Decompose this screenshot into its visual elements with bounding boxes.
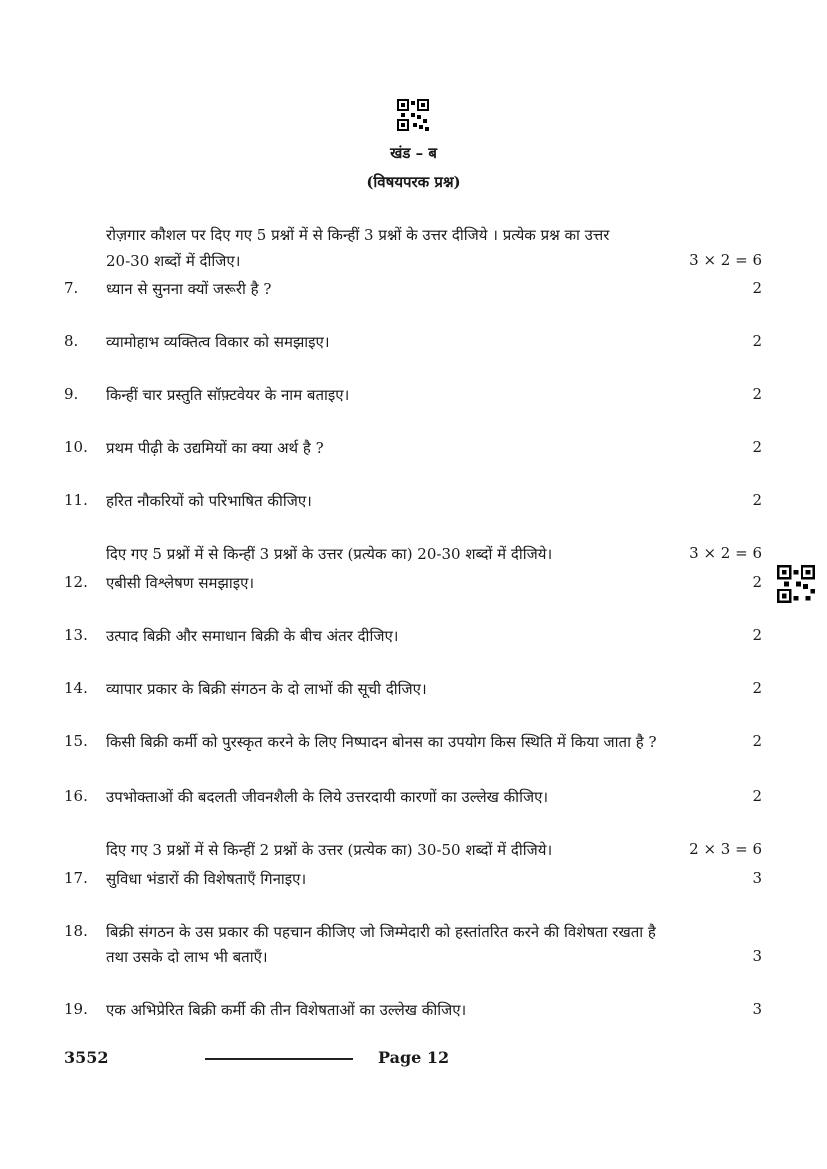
question-number: 7. [64, 279, 79, 297]
question-marks: 2 [752, 279, 762, 297]
question-text: एक अभिप्रेरित बिक्री कर्मी की तीन विशेषताओं का उल्लेख कीजिए। [106, 1001, 467, 1019]
question-marks: 3 [752, 1000, 762, 1018]
question-marks: 2 [752, 679, 762, 697]
question-number: 15. [64, 732, 88, 750]
question-row [0, 626, 827, 648]
question-marks: 3 [752, 947, 762, 965]
question-marks: 2 [752, 787, 762, 805]
question-text: सुविधा भंडारों की विशेषताएँ गिनाइए। [106, 870, 307, 888]
question-row [0, 385, 827, 407]
paper-code: 3552 [64, 1048, 109, 1067]
group-marks: 2 × 3 = 6 [689, 840, 762, 858]
question-row [0, 491, 827, 513]
question-row [0, 732, 827, 754]
section-subtitle: (विषयपरक प्रश्न) [366, 173, 461, 191]
question-marks: 2 [752, 385, 762, 403]
question-text: ध्यान से सुनना क्यों जरूरी है ? [106, 280, 272, 298]
group-marks: 3 × 2 = 6 [689, 251, 762, 269]
question-number: 19. [64, 1000, 88, 1018]
question-number: 14. [64, 679, 88, 697]
question-number: 10. [64, 438, 88, 456]
question-row [0, 438, 827, 460]
footer-rule [205, 1058, 353, 1060]
question-text: प्रथम पीढ़ी के उद्यमियों का क्या अर्थ है ? [106, 439, 324, 457]
question-number: 18. [64, 922, 88, 940]
question-number: 16. [64, 787, 88, 805]
question-marks: 2 [752, 332, 762, 350]
question-marks: 2 [752, 438, 762, 456]
question-text: किसी बिक्री कर्मी को पुरस्कृत करने के लिए निष्पादन बोनस का उपयोग किस स्थिति में किया जाता है ? [106, 733, 657, 751]
question-number: 13. [64, 626, 88, 644]
question-text: व्यामोहाभ व्यक्तित्व विकार को समझाइए। [106, 333, 330, 351]
question-text: किन्हीं चार प्रस्तुति सॉफ़्टवेयर के नाम बताइए। [106, 386, 350, 404]
page-number: Page 12 [378, 1048, 450, 1067]
question-row [0, 787, 827, 809]
question-marks: 2 [752, 573, 762, 591]
question-text: हरित नौकरियों को परिभाषित कीजिए। [106, 492, 312, 510]
question-number: 8. [64, 332, 79, 350]
question-row [0, 869, 827, 891]
question-number: 17. [64, 869, 88, 887]
question-row [0, 332, 827, 354]
question-row [0, 922, 827, 972]
question-marks: 2 [752, 732, 762, 750]
instruction-line: 20-30 शब्दों में दीजिए। [106, 252, 241, 270]
question-marks: 3 [752, 869, 762, 887]
question-number: 12. [64, 573, 88, 591]
question-text: व्यापार प्रकार के बिक्री संगठन के दो लाभों की सूची दीजिए। [106, 680, 427, 698]
instruction-line: दिए गए 5 प्रश्नों में से किन्हीं 3 प्रश्नों के उत्तर (प्रत्येक का) 20-30 शब्दों में दीजिये। [106, 545, 553, 563]
question-marks: 2 [752, 491, 762, 509]
question-row [0, 1000, 827, 1022]
question-number: 11. [64, 491, 88, 509]
question-text: उपभोक्ताओं की बदलती जीवनशैली के लिये उत्तरदायी कारणों का उल्लेख कीजिए। [106, 788, 549, 806]
group-marks: 3 × 2 = 6 [689, 544, 762, 562]
question-number: 9. [64, 385, 79, 403]
qr-code-top [397, 99, 429, 131]
question-text: उत्पाद बिक्री और समाधान बिक्री के बीच अंतर दीजिए। [106, 627, 399, 645]
question-text: एबीसी विश्लेषण समझाइए। [106, 574, 255, 592]
instruction-line: दिए गए 3 प्रश्नों में से किन्हीं 2 प्रश्नों के उत्तर (प्रत्येक का) 30-50 शब्दों में दीजिये। [106, 841, 553, 859]
question-text-continued: तथा उसके दो लाभ भी बताएँ। [106, 948, 268, 966]
section-title: खंड – ब [390, 144, 437, 162]
question-row [0, 279, 827, 301]
question-marks: 2 [752, 626, 762, 644]
question-text: बिक्री संगठन के उस प्रकार की पहचान कीजिए जो जिम्मेदारी को हस्तांतरित करने की विशेषता रखता है [106, 923, 656, 941]
question-row [0, 679, 827, 701]
instruction-line: रोज़गार कौशल पर दिए गए 5 प्रश्नों में से किन्हीं 3 प्रश्नों के उत्तर दीजिये । प्रत्येक प्रश्न का उत्तर [106, 226, 610, 244]
question-row [0, 573, 827, 595]
